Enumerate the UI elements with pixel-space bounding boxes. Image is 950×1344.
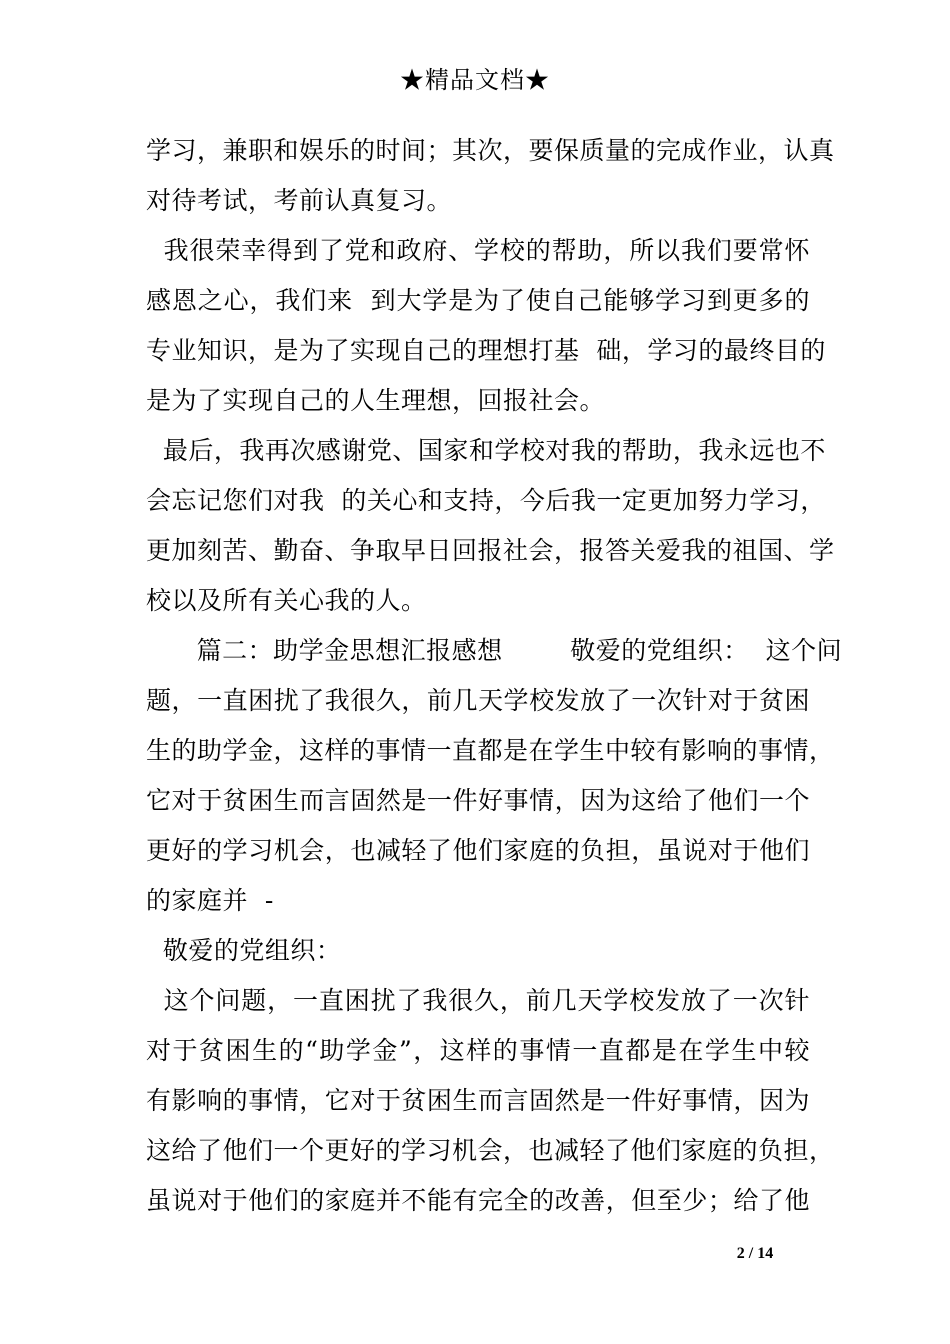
paragraph-1	[146, 126, 835, 226]
text-line: 更加刻苦、勤奋、争取早日回报社会，报答关爱我的祖国、学	[146, 536, 835, 565]
text-line: 它对于贫困生而言固然是一件好事情，因为这给了他们一个	[146, 786, 810, 815]
text-line: 题，一直困扰了我很久，前几天学校发放了一次针对于贫困	[146, 686, 810, 715]
text-line: 会忘记您们对我 的关心和支持，今后我一定更加努力学习，	[146, 486, 826, 515]
document-body	[146, 126, 843, 1226]
text-line: 更好的学习机会，也减轻了他们家庭的负担，虽说对于他们	[146, 836, 810, 865]
text-line: 专业知识，是为了实现自己的理想打基 础，学习的最终目的	[146, 336, 826, 365]
text-line: 最后，我再次感谢党、国家和学校对我的帮助，我永远也不	[146, 436, 826, 465]
text-line: 虽说对于他们的家庭并不能有完全的改善，但至少；给了他	[146, 1186, 810, 1215]
text-line: 有影响的事情，它对于贫困生而言固然是一件好事情，因为	[146, 1086, 810, 1115]
page-number: 2 / 14	[736, 1245, 774, 1262]
text-line: 是为了实现自己的人生理想，回报社会。	[146, 386, 606, 415]
text-line: 敬爱的党组织：	[146, 936, 342, 965]
text-line: 生的助学金，这样的事情一直都是在学生中较有影响的事情，	[146, 736, 835, 765]
text-line: 对于贫困生的“助学金”，这样的事情一直都是在学生中较	[146, 1036, 810, 1065]
paragraph-4	[146, 626, 843, 926]
text-line: 学习，兼职和娱乐的时间；其次，要保质量的完成作业，认真	[146, 136, 835, 165]
text-line: 我很荣幸得到了党和政府、学校的帮助，所以我们要常怀	[146, 236, 810, 265]
paragraph-5	[146, 926, 810, 976]
text-line: 对待考试，考前认真复习。	[146, 186, 453, 215]
page-header: ★精品文档★	[400, 66, 550, 94]
text-line: 感恩之心，我们来 到大学是为了使自己能够学习到更多的	[146, 286, 810, 315]
text-line: 这给了他们一个更好的学习机会，也减轻了他们家庭的负担，	[146, 1136, 835, 1165]
text-line: 篇二：助学金思想汇报感想 敬爱的党组织： 这个问	[146, 636, 843, 665]
text-line: 这个问题，一直困扰了我很久，前几天学校发放了一次针	[146, 986, 810, 1015]
text-line: 的家庭并 -	[146, 886, 274, 915]
paragraph-2	[146, 226, 826, 426]
paragraph-3	[146, 426, 835, 626]
text-line: 校以及所有关心我的人。	[146, 586, 427, 615]
paragraph-6	[146, 976, 835, 1226]
